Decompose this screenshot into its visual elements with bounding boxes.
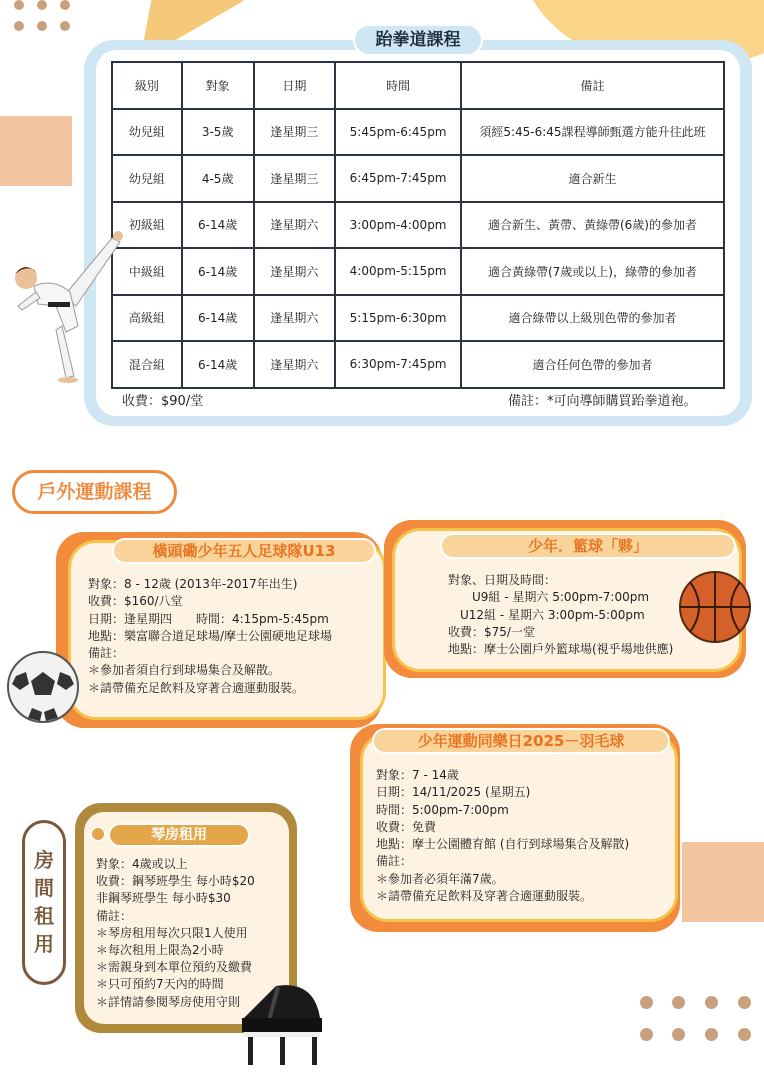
- basketball-line: 對象、日期及時間：: [448, 573, 557, 587]
- table-cell: 6-14歲: [182, 202, 254, 249]
- football-line: 日期：逢星期四 時間：4:15pm-5:45pm: [88, 611, 329, 626]
- table-cell: 逢星期六: [254, 295, 336, 342]
- football-card-body: [88, 576, 332, 697]
- football-line: 收費：$160/八堂: [88, 594, 183, 609]
- football-line: 備註：: [88, 646, 125, 661]
- header-cell: 日期: [254, 62, 336, 109]
- room-side-label: [22, 846, 66, 958]
- table-row: [112, 109, 724, 156]
- room-body: [96, 856, 255, 1011]
- basketball-line: U12組 - 星期六 3:00pm-5:00pm: [448, 607, 645, 622]
- table-cell: 逢星期六: [254, 248, 336, 295]
- table-cell: 幼兒組: [112, 109, 182, 156]
- football-line: 對象：8 - 12歲 (2013年-2017年出生): [88, 577, 298, 591]
- badminton-card-title: 少年運動同樂日2025－羽毛球: [372, 728, 670, 754]
- badminton-card-body: [376, 767, 629, 905]
- room-line: ＊詳情請參閱琴房使用守則: [96, 994, 241, 1009]
- room-line: 收費：鋼琴班學生 每小時$20: [96, 874, 255, 889]
- table-cell: 初級組: [112, 202, 182, 249]
- taekwondo-title: 跆拳道課程: [353, 24, 483, 56]
- table-cell: 須經5:45-6:45課程導師甄選方能升往此班: [461, 109, 724, 156]
- taekwondo-note: 備註：*可向導師購買跆拳道袍。: [508, 394, 697, 409]
- table-row: [112, 341, 724, 388]
- taekwondo-fee: 收費：$90/堂: [122, 394, 204, 409]
- taekwondo-table: [111, 61, 725, 389]
- table-cell: 適合新生、黃帶、黃綠帶(6歲)的參加者: [461, 202, 724, 249]
- table-cell: 6-14歲: [182, 341, 254, 388]
- table-cell: 混合組: [112, 341, 182, 388]
- badminton-line: 地點：摩士公園體育館 (自行到球場集合及解散): [376, 837, 630, 852]
- basketball-card-body: [448, 572, 673, 658]
- room-line: ＊只可預約7天內的時間: [96, 977, 224, 992]
- room-line: 非鋼琴班學生 每小時$30: [96, 891, 231, 906]
- basketball-card-title: 少年．籃球「夥」: [440, 533, 736, 559]
- football-line: ＊請帶備充足飲料及穿著合適運動服裝。: [88, 680, 305, 695]
- table-cell: 中級組: [112, 248, 182, 295]
- basketball-icon: [678, 570, 752, 644]
- table-cell: 適合綠帶以上級別色帶的參加者: [461, 295, 724, 342]
- header-cell: 級別: [112, 62, 182, 109]
- table-cell: 6-14歲: [182, 295, 254, 342]
- badminton-line: 收費：免費: [376, 819, 437, 834]
- football-line: ＊參加者須自行到球場集合及解散。: [88, 663, 281, 678]
- room-line: ＊每次租用上限為2小時: [96, 943, 224, 958]
- table-cell: 6:45pm-7:45pm: [335, 155, 461, 202]
- basketball-line: 地點：摩士公園戶外籃球場(視乎場地供應): [448, 642, 674, 657]
- table-row: [112, 248, 724, 295]
- table-cell: 逢星期三: [254, 109, 336, 156]
- table-cell: 4-5歲: [182, 155, 254, 202]
- decorative-square-left: [0, 116, 72, 186]
- badminton-line: ＊參加者必須年滿7歲。: [376, 871, 504, 886]
- table-row: [112, 155, 724, 202]
- football-line: 地點：樂富聯合道足球場/摩士公園硬地足球場: [88, 628, 333, 643]
- badminton-line: 日期：14/11/2025 (星期五): [376, 785, 531, 800]
- header-cell: 備註: [461, 62, 724, 109]
- table-cell: 5:15pm-6:30pm: [335, 295, 461, 342]
- basketball-line: 收費：$75/一堂: [448, 624, 535, 639]
- room-line: 對象：4歲或以上: [96, 857, 188, 871]
- table-row: [112, 202, 724, 249]
- table-cell: 5:45pm-6:45pm: [335, 109, 461, 156]
- room-line: ＊琴房租用每次只限1人使用: [96, 925, 248, 940]
- table-cell: 適合任何色帶的參加者: [461, 341, 724, 388]
- badminton-line: 對象：7 - 14歲: [376, 768, 459, 782]
- badminton-line: 時間：5:00pm-7:00pm: [376, 802, 509, 817]
- table-cell: 6-14歲: [182, 248, 254, 295]
- table-cell: 逢星期三: [254, 155, 336, 202]
- header-cell: 對象: [182, 62, 254, 109]
- table-row: [112, 295, 724, 342]
- room-title: 琴房租用: [108, 823, 250, 847]
- basketball-line: U9組 - 星期六 5:00pm-7:00pm: [448, 590, 650, 605]
- table-cell: 6:30pm-7:45pm: [335, 341, 461, 388]
- football-icon: [6, 650, 80, 724]
- piano-icon: [236, 978, 328, 1070]
- table-header-row: [112, 62, 724, 109]
- table-cell: 逢星期六: [254, 202, 336, 249]
- room-side-label-text: 房間租用: [34, 848, 54, 956]
- outdoor-section-title: 戶外運動課程: [12, 470, 177, 514]
- table-cell: 適合新生: [461, 155, 724, 202]
- badminton-line: 備註：: [376, 854, 413, 869]
- header-cell: 時間: [335, 62, 461, 109]
- taekwondo-kicker-illustration: [4, 226, 124, 386]
- decorative-square-right: [682, 842, 764, 922]
- table-cell: 幼兒組: [112, 155, 182, 202]
- table-cell: 逢星期六: [254, 341, 336, 388]
- table-cell: 3-5歲: [182, 109, 254, 156]
- table-cell: 3:00pm-4:00pm: [335, 202, 461, 249]
- table-cell: 4:00pm-5:15pm: [335, 248, 461, 295]
- badminton-line: ＊請帶備充足飲料及穿著合適運動服裝。: [376, 889, 593, 904]
- table-cell: 適合黃綠帶(7歲或以上)，綠帶的參加者: [461, 248, 724, 295]
- table-cell: 高級組: [112, 295, 182, 342]
- football-card-title: 橫頭磡少年五人足球隊U13: [112, 538, 376, 564]
- room-bullet-icon: [90, 826, 106, 842]
- room-line: ＊需親身到本單位預約及繳費: [96, 960, 253, 975]
- room-line: 備註：: [96, 908, 133, 923]
